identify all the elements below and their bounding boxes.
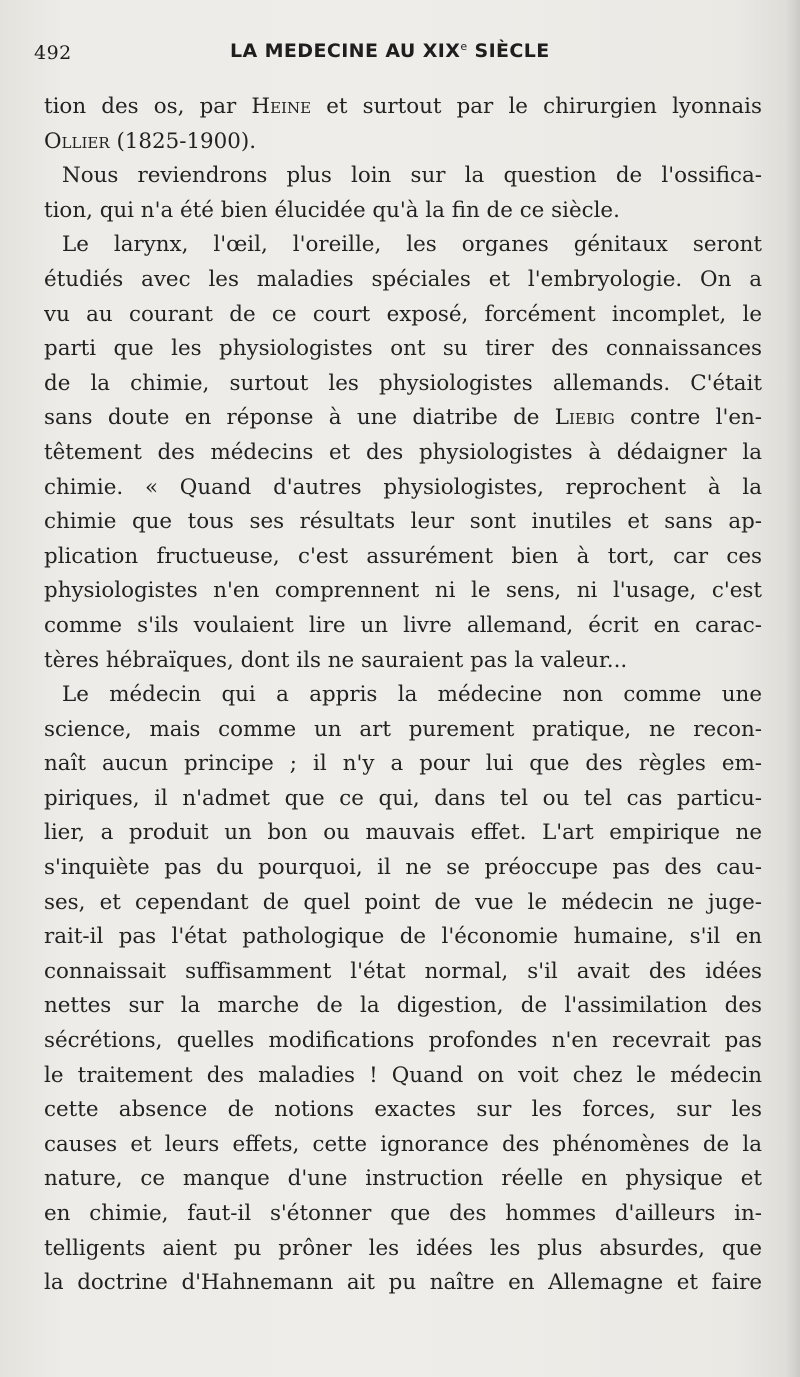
page-header [34, 40, 764, 74]
text-segment: causes et leurs effets, cette ignorance des phénomènes de la [44, 1131, 762, 1157]
text-segment: Le médecin qui a appris la médecine non comme une [62, 682, 762, 708]
text-line [44, 228, 762, 263]
text-line [44, 886, 762, 921]
text-line [44, 471, 762, 506]
text-line [44, 401, 762, 436]
author-name: Ollier [44, 128, 110, 154]
text-segment: vu au courant de ce court exposé, forcément incomplet, le [44, 301, 762, 327]
text-segment: tion des os, par [44, 94, 252, 119]
text-line [44, 920, 762, 955]
text-line [44, 1197, 762, 1232]
text-line [44, 540, 762, 575]
text-segment: sécrétions, quelles modifications profondes n'en recevrait pas [44, 1028, 762, 1054]
text-segment: tion, qui n'a été bien élucidée qu'à la fin de ce siècle. [44, 197, 620, 223]
text-segment: chimie. « Quand d'autres physiologistes, reprochent à la [44, 474, 762, 500]
text-segment: (1825-1900). [109, 128, 257, 154]
text-segment: de la chimie, surtout les physiologistes allemands. C'était [44, 370, 762, 396]
text-line [44, 90, 762, 125]
text-segment: plication fructueuse, c'est assurément bien à tort, car ces [44, 543, 762, 569]
text-segment: telligents aient pu prôner les idées les plus absurdes, que [44, 1235, 762, 1261]
text-segment: et surtout par le chirurgien lyonnais [311, 94, 762, 119]
author-name: Heine [251, 94, 312, 119]
text-segment: rait-il pas l'état pathologique de l'économie humaine, s'il en [44, 924, 762, 950]
text-line [44, 1128, 762, 1163]
text-segment: le traitement des maladies ! Quand on voit chez le médecin [44, 1062, 762, 1088]
text-segment: cette absence de notions exactes sur les forces, sur les [44, 1097, 762, 1123]
text-segment: nettes sur la marche de la digestion, de l'assimilation des [44, 993, 762, 1019]
text-line [44, 1093, 762, 1128]
text-line [44, 1162, 762, 1197]
running-title-end: SIÈCLE [467, 40, 550, 62]
running-title-superscript: e [460, 40, 468, 53]
running-title [230, 40, 550, 62]
text-line [44, 332, 762, 367]
text-segment: Le larynx, l'œil, l'oreille, les organes génitaux seront [62, 232, 762, 258]
text-line [44, 1232, 762, 1267]
text-segment: physiologistes n'en comprennent ni le sens, ni l'usage, c'est [44, 578, 762, 604]
text-line [44, 574, 762, 609]
text-line [44, 1024, 762, 1059]
text-segment: sans doute en réponse à une diatribe de [44, 405, 555, 431]
text-segment: étudiés avec les maladies spéciales et l'embryologie. On a [44, 266, 762, 292]
text-segment: lier, a produit un bon ou mauvais effet. L'art empirique ne [44, 820, 762, 846]
text-line [44, 644, 762, 679]
text-line [44, 678, 762, 713]
text-segment: piriques, il n'admet que ce qui, dans tel ou tel cas particu- [44, 785, 762, 811]
running-title-main: LA MEDECINE AU XIX [230, 40, 461, 62]
text-line [44, 1059, 762, 1094]
text-segment: Nous reviendrons plus loin sur la question de l'ossifica- [62, 163, 762, 189]
text-line [44, 125, 762, 160]
text-line [44, 609, 762, 644]
body-text [44, 90, 762, 1301]
text-line [44, 713, 762, 748]
text-line [44, 194, 762, 229]
text-segment: la doctrine d'Hahnemann ait pu naître en Allemagne et faire [44, 1270, 762, 1296]
text-line [44, 782, 762, 817]
text-segment: tères hébraïques, dont ils ne sauraient pas la valeur... [44, 647, 628, 673]
text-segment: naît aucun principe ; il n'y a pour lui que des règles em- [44, 751, 762, 777]
text-line [44, 505, 762, 540]
text-segment: ses, et cependant de quel point de vue le médecin ne juge- [44, 889, 762, 915]
text-line [44, 955, 762, 990]
text-segment: têtement des médecins et des physiologistes à dédaigner la [44, 439, 762, 465]
text-line [44, 989, 762, 1024]
author-name: Liebig [554, 405, 615, 431]
text-segment: nature, ce manque d'une instruction réelle en physique et [44, 1166, 762, 1192]
text-line [44, 159, 762, 194]
text-segment: comme s'ils voulaient lire un livre allemand, écrit en carac- [44, 612, 762, 638]
page-number: 492 [34, 42, 72, 64]
text-line [44, 851, 762, 886]
text-line [44, 263, 762, 298]
text-segment: science, mais comme un art purement pratique, ne recon- [44, 716, 762, 742]
text-line [44, 367, 762, 402]
text-segment: connaissait suffisamment l'état normal, s'il avait des idées [44, 958, 762, 984]
text-segment: en chimie, faut-il s'étonner que des hommes d'ailleurs in- [44, 1201, 762, 1226]
text-line [44, 436, 762, 471]
text-line [44, 747, 762, 782]
text-line [44, 1266, 762, 1301]
text-segment: parti que les physiologistes ont su tirer des connaissances [44, 336, 762, 362]
text-segment: chimie que tous ses résultats leur sont inutiles et sans ap- [44, 509, 762, 535]
text-line [44, 816, 762, 851]
text-line [44, 298, 762, 333]
text-segment: s'inquiète pas du pourquoi, il ne se préoccupe pas des cau- [44, 855, 762, 881]
text-segment: contre l'en- [614, 405, 762, 431]
